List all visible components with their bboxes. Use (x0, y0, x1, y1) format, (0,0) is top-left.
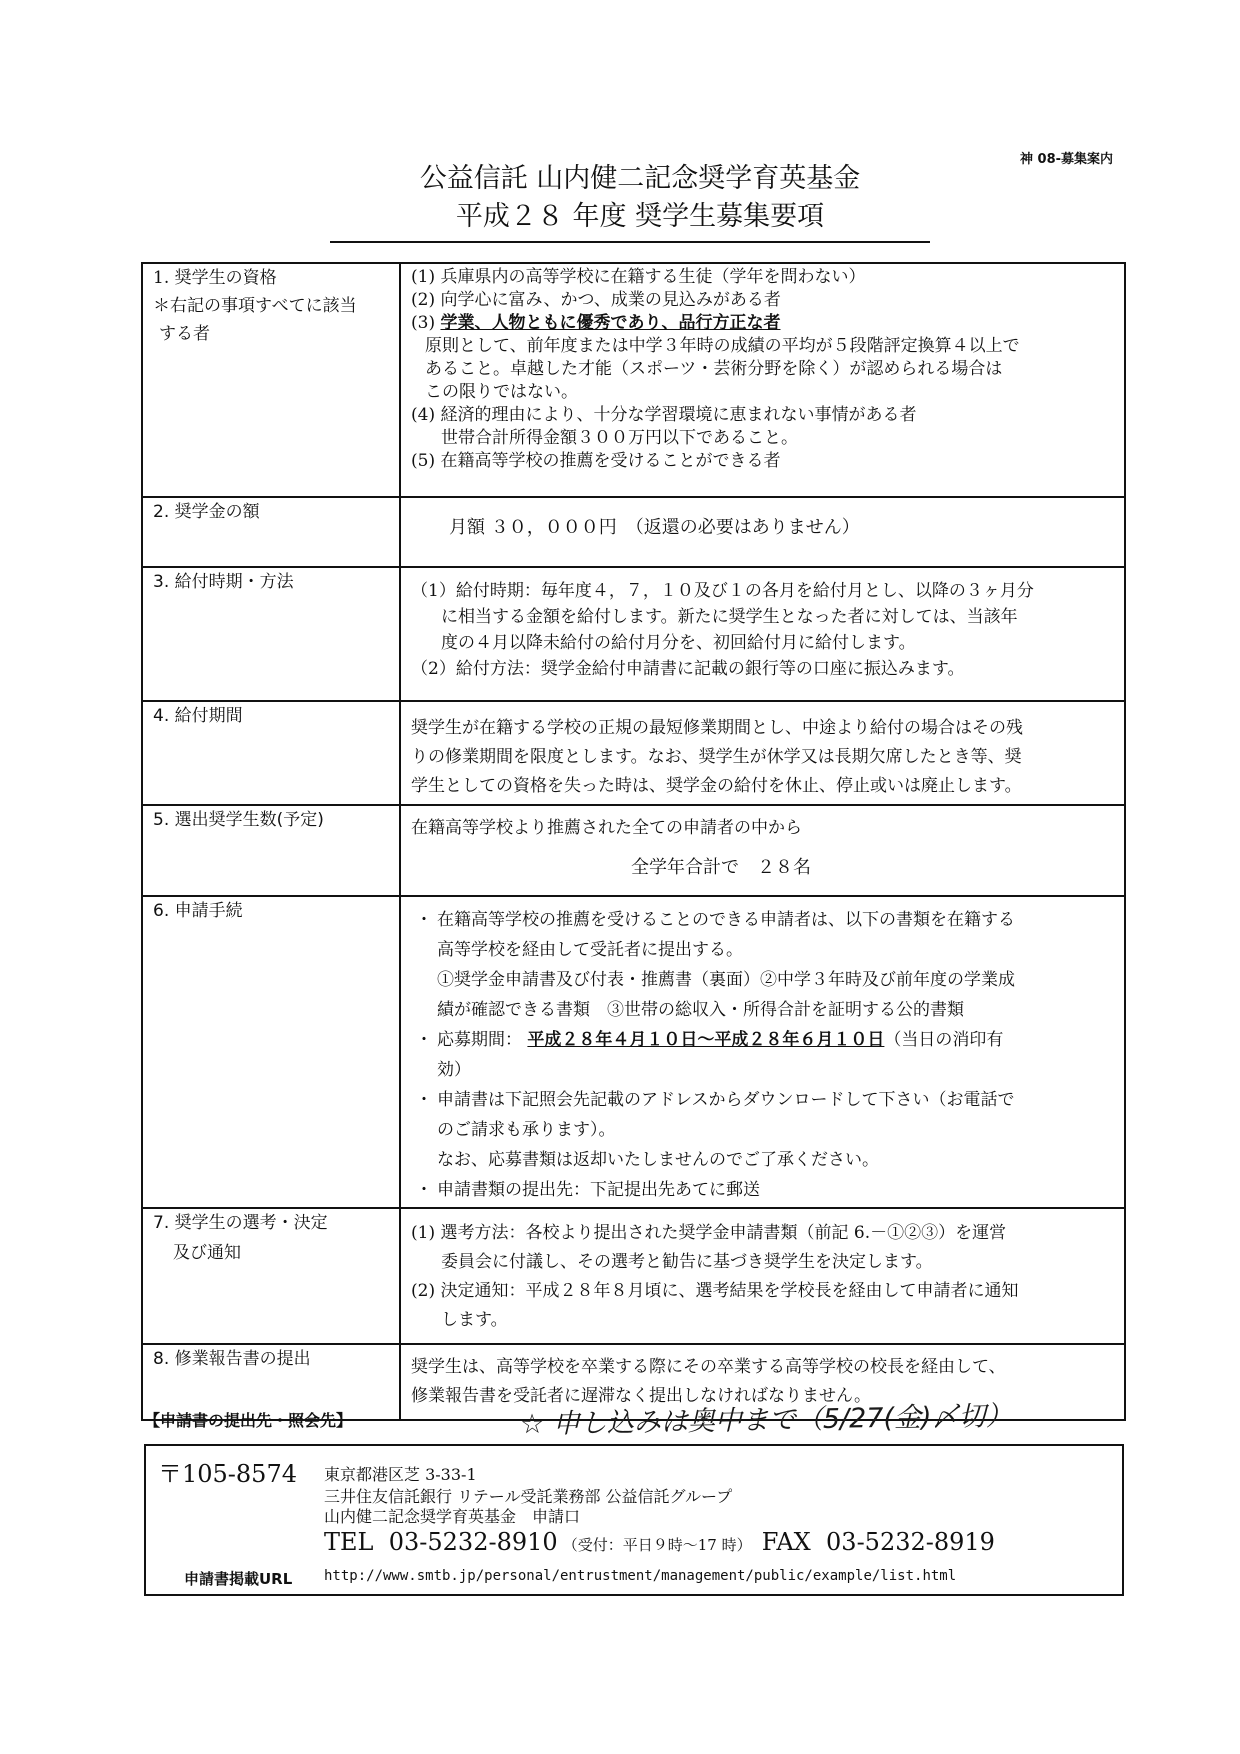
table-row-application (142, 896, 1125, 1208)
bullet-icon: ・ (415, 1030, 433, 1050)
application-bullet-3 (411, 1085, 1114, 1115)
recruitment-table (141, 262, 1126, 1421)
label-selection-notice (142, 1208, 400, 1344)
label-period: 4. 給付期間 (142, 701, 400, 805)
postal-code: 〒105-8574 (158, 1460, 297, 1488)
row-content (400, 701, 1125, 805)
document-code: 神 08-募集案内 (1020, 152, 1114, 167)
bullet-icon: ・ (415, 1180, 433, 1200)
label-line-1: 7. 奨学生の選考・決定 (153, 1213, 328, 1233)
fax-label: FAX (761, 1528, 811, 1556)
notice-line-2: 委員会に付議し、その選考と勧告に基づき奨学生を決定します。 (441, 1252, 933, 1272)
selection-line-1: 在籍高等学校より推薦された全ての申請者の中から (411, 818, 802, 838)
eligibility-note-2: あること。卓越した才能（スポーツ・芸術分野を除く）が認められる場合は (425, 359, 1003, 379)
handwritten-note: ☆ 申し込みは奥中まで（5/27(金)〆切） (519, 1400, 1013, 1441)
selection-total: 全学年合計で ２８名 (631, 857, 811, 878)
eligibility-item-5: (5) 在籍高等学校の推薦を受けることができる者 (411, 451, 781, 471)
notice-line-1: (1) 選考方法：各校より提出された奨学金申請書類（前記 6.－①②③）を運営 (411, 1223, 1007, 1243)
tel-label: TEL (324, 1528, 374, 1556)
title-foundation-name: 公益信託 山内健二記念奨学育英基金 (419, 163, 861, 194)
table-row-selection-notice (142, 1208, 1125, 1344)
application-line: のご請求も承ります）。 (437, 1120, 616, 1140)
contact-phone-line (324, 1528, 995, 1556)
eligibility-item-3 (411, 312, 1114, 335)
application-documents-2: 績が確認できる書類 ③世帯の総収入・所得合計を証明する公的書類 (437, 1000, 964, 1020)
table-row-eligibility (142, 263, 1125, 497)
payment-line-4: （2）給付方法：奨学金給付申請書に記載の銀行等の口座に振込みます。 (411, 659, 965, 679)
row-content (400, 896, 1125, 1208)
report-line-1: 奨学生は、高等学校を卒業する際にその卒業する高等学校の校長を経由して、 (411, 1357, 1006, 1377)
notice-line-4: します。 (441, 1310, 508, 1330)
contact-box (144, 1444, 1124, 1596)
title-recruitment: 平成２８ 年度 奨学生募集要項 (455, 201, 825, 232)
payment-line-1: （1）給付時期：毎年度４，７，１０及び１の各月を給付月とし、以降の３ヶ月分 (411, 581, 1034, 601)
url-label: 申請書掲載URL (184, 1570, 293, 1588)
bullet-icon: ・ (415, 910, 433, 930)
eligibility-item-4: (4) 経済的理由により、十分な学習環境に恵まれない事情がある者 (411, 405, 917, 425)
table-row-selection-count (142, 805, 1125, 896)
row-content (400, 805, 1125, 896)
period-line-3: 学生としての資格を失った時は、奨学金の給付を休止、停止或いは廃止します。 (411, 776, 1022, 796)
application-line: 申請書類の提出先：下記提出先あてに郵送 (437, 1180, 760, 1200)
application-period: 平成２８年４月１０日～平成２８年６月１０日 (527, 1030, 885, 1050)
title-underline (330, 241, 930, 243)
amount-value: 月額 ３０，０００円 （返還の必要はありません） (449, 517, 860, 538)
label-note-2: する者 (159, 324, 210, 344)
contact-address: 東京都港区芝 3-33-1 (324, 1465, 477, 1484)
payment-line-3: 度の４月以降未給付の給付月分を、初回給付月に給付します。 (441, 633, 916, 653)
application-bullet-1 (411, 905, 1114, 935)
label-line-2: 及び通知 (173, 1243, 241, 1263)
tel-number: 03-5232-8910 (388, 1528, 558, 1556)
application-period-note: （当日の消印有 (884, 1030, 1004, 1050)
row-content (400, 567, 1125, 701)
label-eligibility: 1. 奨学生の資格 (153, 268, 277, 288)
fax-number: 03-5232-8919 (826, 1528, 995, 1556)
period-line-1: 奨学生が在籍する学校の正規の最短修業期間とし、中途より給付の場合はその残 (411, 718, 1023, 738)
payment-line-2: に相当する金額を給付します。新たに奨学生となった者に対しては、当該年 (441, 607, 1018, 627)
item-3-prefix: (3) (411, 313, 441, 333)
label-amount: 2. 奨学金の額 (142, 497, 400, 567)
label-note-1: ＊右記の事項すべてに該当 (153, 296, 357, 316)
application-bullet-4 (411, 1175, 1114, 1205)
application-line: 申請書は下記照会先記載のアドレスからダウンロードして下さい（お電話で (437, 1090, 1015, 1110)
row-content (400, 1208, 1125, 1344)
bullet-icon: ・ (415, 1090, 433, 1110)
row-content (400, 263, 1125, 497)
label-payment: 3. 給付時期・方法 (142, 567, 400, 701)
application-bullet-2 (411, 1025, 1114, 1055)
period-line-2: りの修業期間を限度とします。なお、奨学生が休学又は長期欠席したとき等、奨 (411, 747, 1022, 767)
notice-line-3: (2) 決定通知：平成２８年８月頃に、選考結果を学校長を経由して申請者に通知 (411, 1281, 1019, 1301)
row-label (142, 263, 400, 497)
eligibility-item-4-note: 世帯合計所得金額３００万円以下であること。 (441, 428, 798, 448)
label-report: 8. 修業報告書の提出 (142, 1344, 400, 1420)
application-line: 在籍高等学校の推薦を受けることのできる申請者は、以下の書類を在籍する (437, 910, 1015, 930)
item-3-text: 学業、人物ともに優秀であり、品行方正な者 (440, 313, 781, 333)
application-line: 高等学校を経由して受託者に提出する。 (437, 940, 743, 960)
tel-hours: （受付：平日９時～17 時） (562, 1536, 752, 1554)
table-row-period (142, 701, 1125, 805)
label-application: 6. 申請手続 (142, 896, 400, 1208)
application-period-note-2: 効） (437, 1060, 471, 1080)
page-title (340, 160, 940, 236)
application-period-label: 応募期間： (437, 1030, 528, 1050)
row-content (400, 497, 1125, 567)
label-selection-count: 5. 選出奨学生数(予定) (142, 805, 400, 896)
eligibility-item-2: (2) 向学心に富み、かつ、成業の見込みがある者 (411, 290, 781, 310)
application-line: なお、応募書類は返却いたしませんのでご了承ください。 (437, 1150, 879, 1170)
eligibility-note-3: この限りではない。 (425, 382, 578, 402)
eligibility-note-1: 原則として、前年度または中学３年時の成績の平均が５段階評定換算４以上で (425, 336, 1020, 356)
application-url-link[interactable]: http://www.smtb.jp/personal/entrustment/management/public/example/list.html (324, 1568, 957, 1584)
eligibility-item-1: (1) 兵庫県内の高等学校に在籍する生徒（学年を問わない） (411, 267, 866, 287)
table-row-payment (142, 567, 1125, 701)
table-row-amount (142, 497, 1125, 567)
contact-org-2: 山内健二記念奨学育英基金 申請口 (324, 1507, 581, 1526)
application-documents-1: ①奨学金申請書及び付表・推薦書（裏面）②中学３年時及び前年度の学業成 (437, 970, 1015, 990)
contact-heading: 【申請書の提出先・照会先】 (144, 1411, 353, 1430)
contact-org-1: 三井住友信託銀行 リテール受託業務部 公益信託グループ (324, 1487, 733, 1506)
report-line-2: 修業報告書を受託者に遅滞なく提出しなければなりません。 (411, 1386, 872, 1406)
